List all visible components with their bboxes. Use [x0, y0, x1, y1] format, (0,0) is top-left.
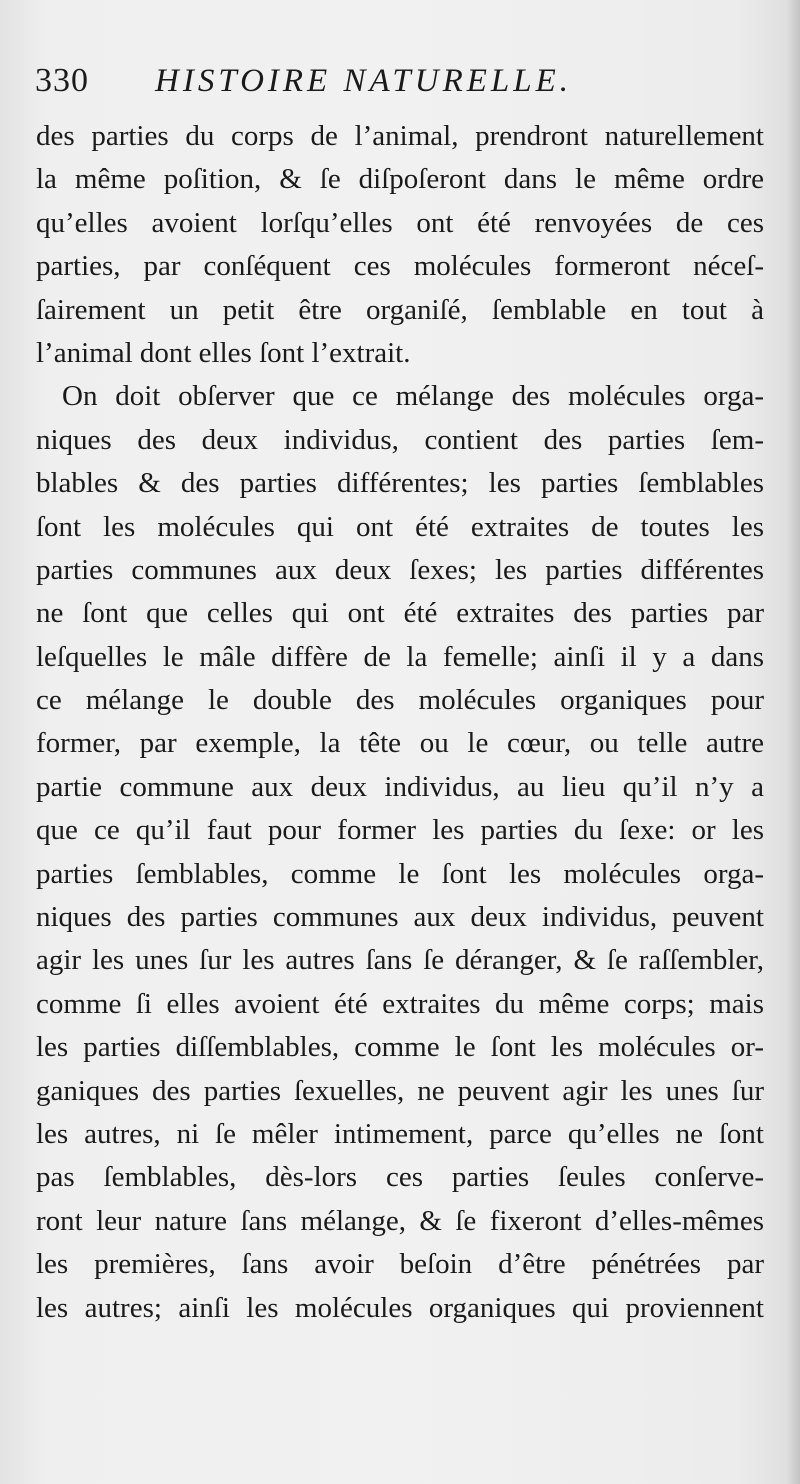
text-line: former, par exemple, la tête ou le cœur, ou telle autre	[36, 727, 764, 760]
text-line: ſont les molécules qui ont été extraites de toutes les	[36, 510, 764, 543]
text-line: des parties du corps de l’animal, prendront naturellement	[36, 120, 764, 152]
text-line: pas ſemblables, dès-lors ces parties ſeules conſerve-	[36, 1161, 764, 1194]
text-line: les parties diſſemblables, comme le ſont les molécules or-	[36, 1031, 764, 1064]
text-line: qu’elles avoient lorſqu’elles ont été renvoyées de ces	[36, 206, 764, 239]
text-line: ront leur nature ſans mélange, & ſe fixeront d’elles-mêmes	[36, 1204, 764, 1237]
text-line: l’animal dont elles ſont l’extrait.	[36, 336, 411, 369]
text-line: ce mélange le double des molécules organiques pour	[36, 684, 764, 717]
text-line: ſairement un petit être organiſé, ſemblable en tout à	[36, 293, 764, 326]
text-line: les autres, ni ſe mêler intimement, parce qu’elles ne ſont	[36, 1117, 764, 1150]
text-line: parties ſemblables, comme le ſont les molécules orga-	[36, 857, 764, 890]
text-line: leſquelles le mâle diffère de la femelle; ainſi il y a dans	[36, 640, 764, 673]
text-line: niques des parties communes aux deux individus, peuvent	[36, 901, 764, 934]
text-line: agir les unes ſur les autres ſans ſe déranger, & ſe raſſembler,	[36, 944, 764, 977]
running-head	[35, 62, 775, 110]
text-line: partie commune aux deux individus, au lieu qu’il n’y a	[36, 770, 764, 803]
text-line: On doit obſerver que ce mélange des molécules orga-	[62, 380, 764, 413]
text-line: les premières, ſans avoir beſoin d’être pénétrées par	[36, 1248, 764, 1281]
running-title: HISTOIRE NATURELLE.	[155, 63, 573, 99]
text-line: ganiques des parties ſexuelles, ne peuvent agir les unes ſur	[36, 1074, 764, 1107]
page-edge-shadow	[786, 0, 800, 1484]
text-line: parties, par conſéquent ces molécules formeront néceſ-	[36, 250, 764, 283]
text-line: les autres; ainſi les molécules organiques qui proviennent	[36, 1291, 764, 1324]
text-line: ne ſont que celles qui ont été extraites des parties par	[36, 597, 764, 630]
text-line: blables & des parties différentes; les parties ſemblables	[36, 467, 764, 500]
text-line: parties communes aux deux ſexes; les parties différentes	[36, 553, 764, 586]
text-line: la même poſition, & ſe diſpoſeront dans le même ordre	[36, 163, 764, 196]
text-line: comme ſi elles avoient été extraites du même corps; mais	[36, 987, 764, 1020]
text-line: que ce qu’il faut pour former les parties du ſexe: or les	[36, 814, 764, 847]
text-line: niques des deux individus, contient des parties ſem-	[36, 423, 764, 456]
page-number: 330	[35, 62, 89, 99]
body-text	[36, 115, 764, 1330]
